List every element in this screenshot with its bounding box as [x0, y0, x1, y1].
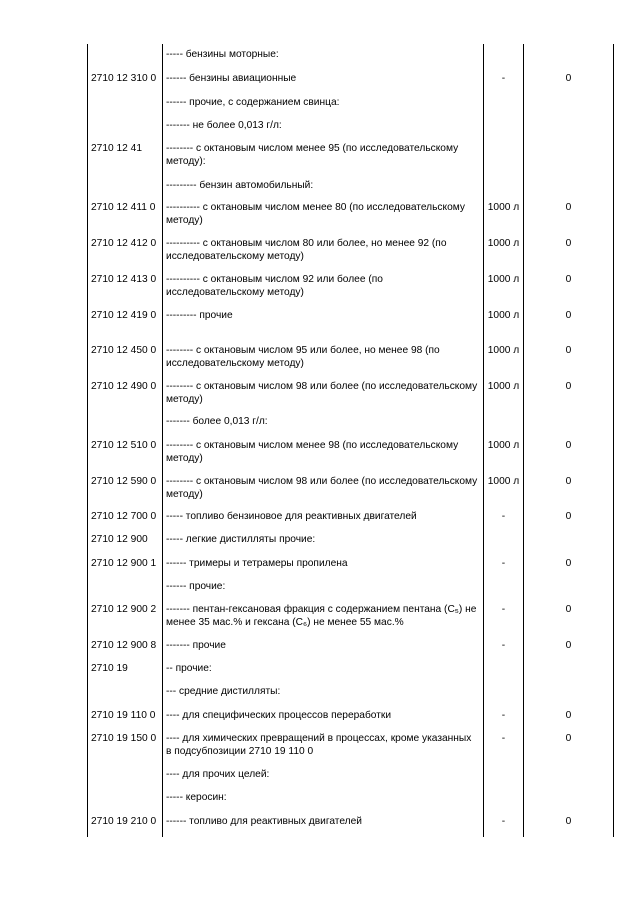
table-row	[87, 115, 614, 138]
unit-cell	[483, 44, 524, 68]
unit-cell	[483, 576, 524, 599]
description-cell: ---------- с октановым числом 80 или более, но менее 92 (по исследовательскому методу)	[166, 238, 447, 262]
rate-cell	[524, 681, 614, 705]
unit-cell	[483, 764, 524, 787]
unit-cell: -	[483, 705, 524, 728]
description-cell: ---- для химических превращений в процессах, кроме указанных в подсубпозиции 2710 19 110 0	[166, 733, 472, 757]
rate-cell	[524, 529, 614, 553]
tariff-code-cell	[87, 44, 163, 68]
description-cell: -------- с октановым числом 98 или более (по исследовательскому методу)	[166, 381, 478, 405]
table-row	[87, 728, 614, 764]
tariff-code-cell: 2710 12 900	[87, 529, 163, 553]
table-row	[87, 635, 614, 658]
tariff-code-cell: 2710 12 413 0	[87, 269, 163, 305]
tariff-code-cell	[87, 681, 163, 705]
rate-cell	[524, 115, 614, 138]
tariff-table	[87, 44, 614, 837]
rate-cell: 0	[524, 340, 614, 376]
unit-cell: 1000 л	[483, 435, 524, 471]
unit-cell	[483, 411, 524, 435]
description-cell: ------- пентан-гексановая фракция с содержанием пентана (C₅) не менее 35 мас.% и гексана (C₆) не менее 55 мас.%	[166, 604, 477, 628]
unit-cell	[483, 787, 524, 811]
table-row	[87, 340, 614, 376]
table-row	[87, 305, 614, 340]
tariff-code-cell: 2710 12 419 0	[87, 305, 163, 340]
table-row	[87, 44, 614, 68]
rate-cell: 0	[524, 376, 614, 411]
tariff-code-cell: 2710 12 590 0	[87, 471, 163, 506]
tariff-code-cell: 2710 12 510 0	[87, 435, 163, 471]
table-row	[87, 92, 614, 115]
tariff-code-cell	[87, 175, 163, 197]
rate-cell: 0	[524, 269, 614, 305]
table-row	[87, 811, 614, 837]
rate-cell	[524, 764, 614, 787]
description-cell: ------ прочие, с содержанием свинца:	[166, 97, 340, 108]
tariff-code-cell: 2710 19 110 0	[87, 705, 163, 728]
table-row	[87, 68, 614, 92]
table-row	[87, 787, 614, 811]
tariff-code-cell: 2710 12 412 0	[87, 233, 163, 269]
rate-cell: 0	[524, 233, 614, 269]
unit-cell: -	[483, 506, 524, 529]
rate-cell: 0	[524, 435, 614, 471]
description-cell: --------- бензин автомобильный:	[166, 180, 314, 191]
description-cell: -- прочие:	[166, 663, 212, 674]
tariff-code-cell	[87, 411, 163, 435]
table-row	[87, 376, 614, 411]
rate-cell: 0	[524, 553, 614, 576]
description-cell: -------- с октановым числом менее 98 (по исследовательскому методу)	[166, 440, 459, 464]
rate-cell	[524, 92, 614, 115]
tariff-code-cell: 2710 19 210 0	[87, 811, 163, 837]
unit-cell: -	[483, 553, 524, 576]
rate-cell: 0	[524, 705, 614, 728]
tariff-code-cell: 2710 12 900 8	[87, 635, 163, 658]
table-row	[87, 233, 614, 269]
description-cell: -------- с октановым числом 95 или более, но менее 98 (по исследовательскому методу)	[166, 345, 440, 369]
table-row	[87, 197, 614, 233]
tariff-code-cell	[87, 764, 163, 787]
rate-cell: 0	[524, 811, 614, 837]
unit-cell: -	[483, 728, 524, 764]
rate-cell	[524, 787, 614, 811]
rate-cell: 0	[524, 635, 614, 658]
description-cell: -------- с октановым числом менее 95 (по исследовательскому методу):	[166, 143, 459, 167]
description-cell: ---------- с октановым числом менее 80 (по исследовательскому методу)	[166, 202, 465, 226]
unit-cell	[483, 529, 524, 553]
tariff-code-cell: 2710 19	[87, 658, 163, 681]
description-cell: -------- с октановым числом 98 или более (по исследовательскому методу)	[166, 476, 478, 500]
table-row	[87, 435, 614, 471]
tariff-code-cell: 2710 12 900 1	[87, 553, 163, 576]
description-cell: ------- более 0,013 г/л:	[166, 416, 268, 427]
tariff-code-cell: 2710 12 900 2	[87, 599, 163, 635]
tariff-code-cell: 2710 12 700 0	[87, 506, 163, 529]
rate-cell	[524, 658, 614, 681]
unit-cell: 1000 л	[483, 197, 524, 233]
description-cell: ---------- с октановым числом 92 или более (по исследовательскому методу)	[166, 274, 383, 298]
tariff-code-cell: 2710 12 411 0	[87, 197, 163, 233]
description-cell: ------ бензины авиационные	[166, 73, 297, 84]
description-cell: ----- бензины моторные:	[166, 49, 279, 60]
description-cell: --- средние дистилляты:	[166, 686, 281, 697]
rate-cell: 0	[524, 471, 614, 506]
description-cell: ------ прочие:	[166, 581, 226, 592]
unit-cell: 1000 л	[483, 305, 524, 340]
rate-cell	[524, 44, 614, 68]
unit-cell: 1000 л	[483, 376, 524, 411]
description-cell: ---- для специфических процессов переработки	[166, 710, 392, 721]
unit-cell: 1000 л	[483, 471, 524, 506]
table-row	[87, 471, 614, 506]
table-row	[87, 138, 614, 175]
table-row	[87, 506, 614, 529]
tariff-code-cell: 2710 19 150 0	[87, 728, 163, 764]
rate-cell	[524, 175, 614, 197]
table-row	[87, 269, 614, 305]
table-row	[87, 764, 614, 787]
table-row	[87, 576, 614, 599]
tariff-code-cell: 2710 12 450 0	[87, 340, 163, 376]
unit-cell: 1000 л	[483, 340, 524, 376]
table-row	[87, 681, 614, 705]
description-cell: ------ тримеры и тетрамеры пропилена	[166, 558, 348, 569]
description-cell: ------- не более 0,013 г/л:	[166, 120, 282, 131]
table-row	[87, 411, 614, 435]
table-row	[87, 175, 614, 197]
unit-cell	[483, 138, 524, 175]
table-row	[87, 553, 614, 576]
rate-cell	[524, 411, 614, 435]
unit-cell: -	[483, 635, 524, 658]
unit-cell	[483, 92, 524, 115]
table-row	[87, 599, 614, 635]
unit-cell	[483, 681, 524, 705]
rate-cell	[524, 576, 614, 599]
tariff-code-cell	[87, 115, 163, 138]
unit-cell: -	[483, 599, 524, 635]
unit-cell	[483, 115, 524, 138]
tariff-code-cell: 2710 12 490 0	[87, 376, 163, 411]
description-cell: ---- для прочих целей:	[166, 769, 270, 780]
rate-cell: 0	[524, 305, 614, 340]
description-cell: ----- топливо бензиновое для реактивных двигателей	[166, 511, 417, 522]
rate-cell: 0	[524, 197, 614, 233]
table-row	[87, 705, 614, 728]
unit-cell: -	[483, 811, 524, 837]
rate-cell	[524, 138, 614, 175]
rate-cell: 0	[524, 68, 614, 92]
table-row	[87, 658, 614, 681]
tariff-code-cell: 2710 12 41	[87, 138, 163, 175]
unit-cell: 1000 л	[483, 233, 524, 269]
unit-cell: -	[483, 68, 524, 92]
unit-cell	[483, 175, 524, 197]
rate-cell: 0	[524, 599, 614, 635]
rate-cell: 0	[524, 506, 614, 529]
description-cell: ----- легкие дистилляты прочие:	[166, 534, 316, 545]
unit-cell: 1000 л	[483, 269, 524, 305]
tariff-code-cell	[87, 92, 163, 115]
unit-cell	[483, 658, 524, 681]
description-cell: ----- керосин:	[166, 792, 227, 803]
tariff-code-cell	[87, 787, 163, 811]
description-cell: ------- прочие	[166, 640, 226, 651]
tariff-code-cell: 2710 12 310 0	[87, 68, 163, 92]
description-cell: ------ топливо для реактивных двигателей	[166, 816, 362, 827]
description-cell: --------- прочие	[166, 310, 233, 321]
table-row	[87, 529, 614, 553]
rate-cell: 0	[524, 728, 614, 764]
tariff-code-cell	[87, 576, 163, 599]
